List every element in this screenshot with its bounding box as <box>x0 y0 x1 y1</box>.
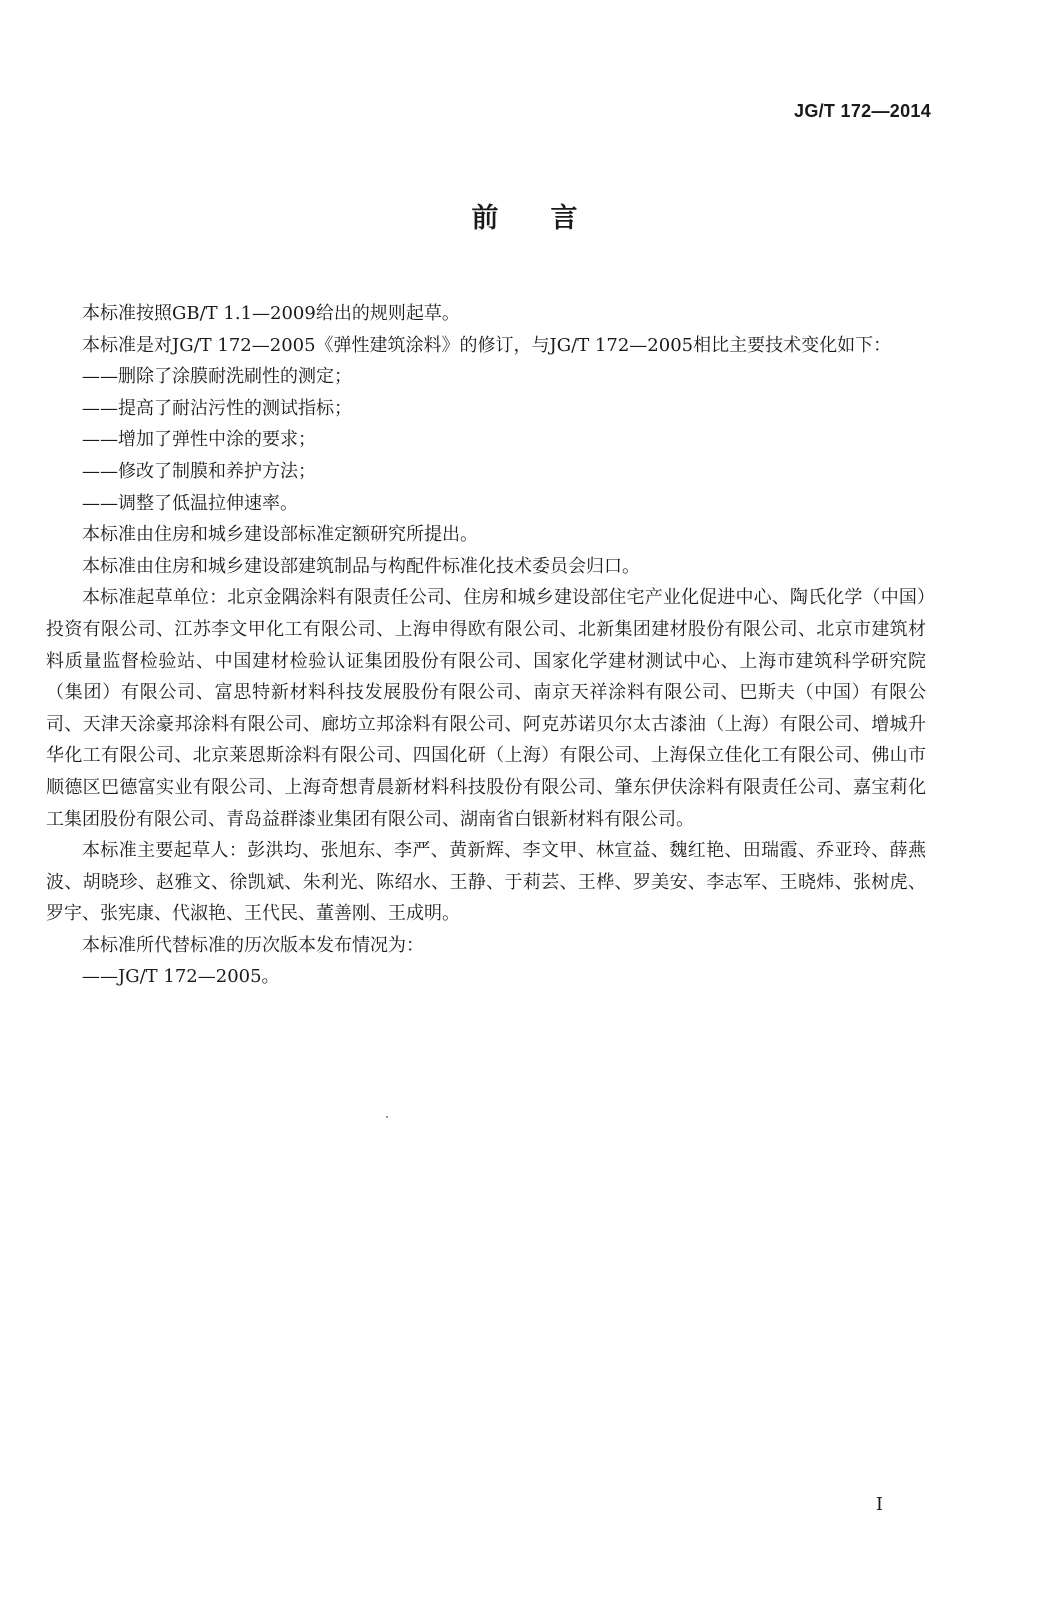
paragraph-drafting-rules: 本标准按照GB/T 1.1—2009给出的规则起草。 <box>82 303 460 324</box>
paragraph-drafters: 本标准主要起草人：彭洪均、张旭东、李严、黄新辉、李文甲、林宣益、魏红艳、田瑞霞、乔亚玲、薛燕波、胡晓珍、赵雅文、徐凯斌、朱利光、陈绍水、王静、于莉芸、王桦、罗美安、李志军、王晓炜、张树虎、罗宇、张宪康、代淑艳、王代民、董善刚、王成明。 <box>46 840 926 925</box>
paragraph-history-intro: 本标准所代替标准的历次版本发布情况为： <box>82 934 424 956</box>
paragraph-administered-by: 本标准由住房和城乡建设部建筑制品与构配件标准化技术委员会归口。 <box>82 555 640 577</box>
change-item: ——调整了低温拉伸速率。 <box>82 492 298 514</box>
change-item: ——删除了涂膜耐洗刷性的测定； <box>82 366 352 388</box>
scan-speck <box>386 1116 388 1118</box>
change-item: ——增加了弹性中涂的要求； <box>82 429 316 451</box>
paragraph-drafting-units: 本标准起草单位：北京金隅涂料有限责任公司、住房和城乡建设部住宅产业化促进中心、陶氏化学（中国）投资有限公司、江苏李文甲化工有限公司、上海申得欧有限公司、北新集团建材股份有限公司、北京市建筑材料质量监督检验站、中国建材检验认证集团股份有限公司、国家化学建材测试中心、上海市建筑科学研究院（集团）有限公司、富思特新材料科技发展股份有限公司、南京天祥涂料有限公司、巴斯夫（中国）有限公司、天津天涂豪邦涂料有限公司、廊坊立邦涂料有限公司、阿克苏诺贝尔太古漆油（上海）有限公司、增城升华化工有限公司、北京莱恩斯涂料有限公司、四国化研（上海）有限公司、上海保立佳化工有限公司、佛山市顺德区巴德富实业有限公司、上海奇想青晨新材料科技股份有限公司、肇东伊伕涂料有限责任公司、嘉宝莉化工集团股份有限公司、青岛益群漆业集团有限公司、湖南省白银新材料有限公司。 <box>46 587 926 830</box>
preface-body <box>46 298 926 993</box>
page-number: I <box>875 1494 883 1515</box>
standard-number: JG/T 172—2014 <box>794 101 931 121</box>
history-item: ——JG/T 172—2005。 <box>82 966 280 988</box>
page-title: 前言 <box>471 203 630 234</box>
paragraph-proposed-by: 本标准由住房和城乡建设部标准定额研究所提出。 <box>82 524 478 546</box>
paragraph-revision-intro: 本标准是对JG/T 172—2005《弹性建筑涂料》的修订，与JG/T 172—2005相比主要技术变化如下： <box>82 334 892 356</box>
change-item: ——提高了耐沾污性的测试指标； <box>82 397 352 419</box>
change-item: ——修改了制膜和养护方法； <box>82 460 316 482</box>
